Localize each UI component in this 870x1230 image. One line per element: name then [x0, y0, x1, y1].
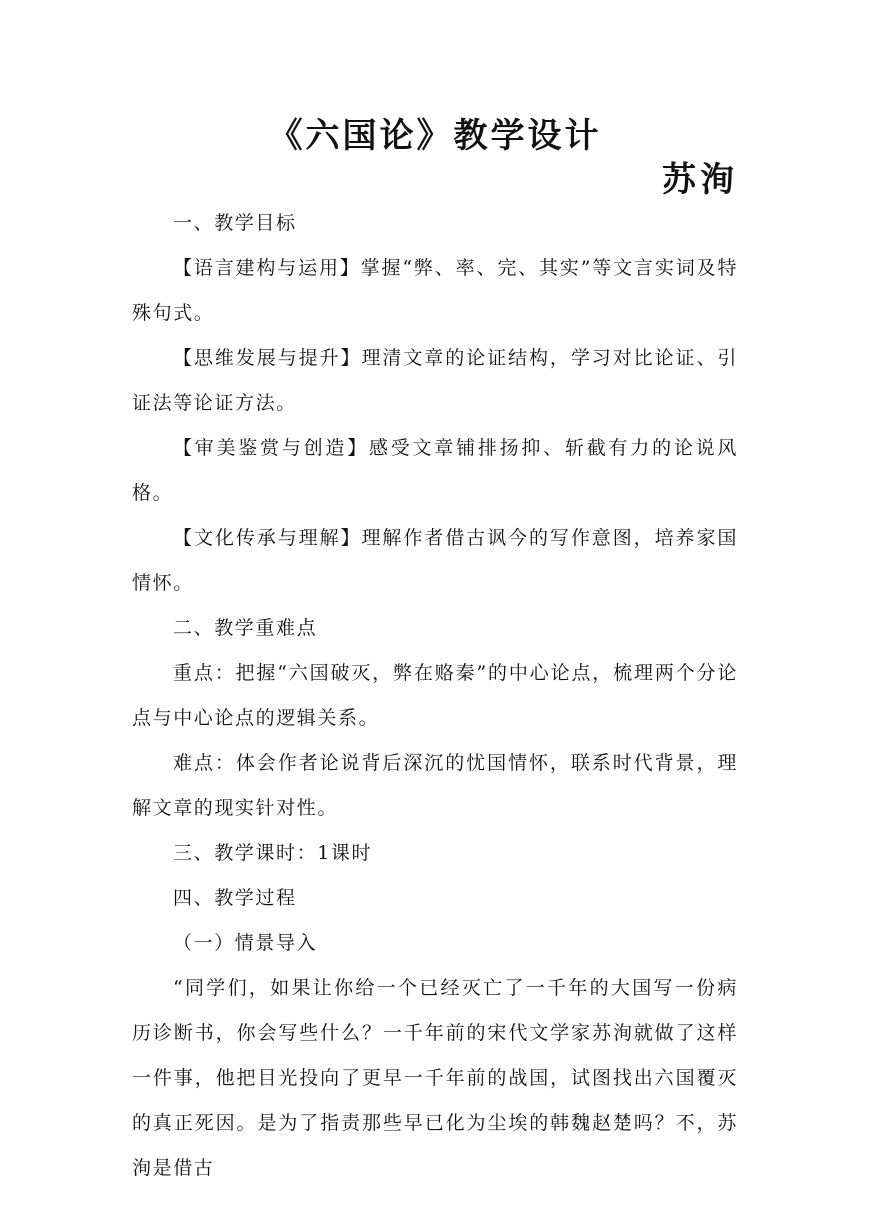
objective-thinking: 【思维发展与提升】理清文章的论证结构，学习对比论证、引证法等论证方法。: [132, 347, 738, 414]
key-point: 重点：把握“六国破灭，弊在赂秦”的中心论点，梳理两个分论点与中心论点的逻辑关系。: [132, 662, 738, 729]
objective-language: 【语言建构与运用】掌握“弊、率、完、其实”等文言实词及特殊句式。: [132, 257, 738, 324]
difficult-point: 难点：体会作者论说背后深沉的忧国情怀，联系时代背景，理解文章的现实针对性。: [132, 752, 738, 819]
subsection-heading-introduction: （一）情景导入: [173, 932, 318, 954]
section-heading-key-points: 二、教学重难点: [173, 617, 318, 639]
document-body: [132, 201, 738, 1191]
section-heading-duration: 三、教学课时：1课时: [173, 842, 373, 864]
document-author: 苏洵: [662, 160, 738, 200]
objective-culture: 【文化传承与理解】理解作者借古讽今的写作意图，培养家国情怀。: [132, 527, 738, 594]
objective-aesthetics: 【审美鉴赏与创造】感受文章铺排扬抑、斩截有力的论说风格。: [132, 437, 738, 504]
introduction-paragraph: “同学们，如果让你给一个已经灭亡了一千年的大国写一份病历诊断书，你会写些什么？一千年前的宋代文学家苏洵就做了这样一件事，他把目光投向了更早一千年前的战国，试图找出六国覆灭的真正死因。是为了指责那些早已化为尘埃的韩魏赵楚吗？不，苏洵是借古: [132, 977, 738, 1179]
section-heading-objectives: 一、教学目标: [173, 212, 297, 234]
section-heading-process: 四、教学过程: [173, 887, 297, 909]
document-title: 《六国论》教学设计: [268, 116, 602, 156]
